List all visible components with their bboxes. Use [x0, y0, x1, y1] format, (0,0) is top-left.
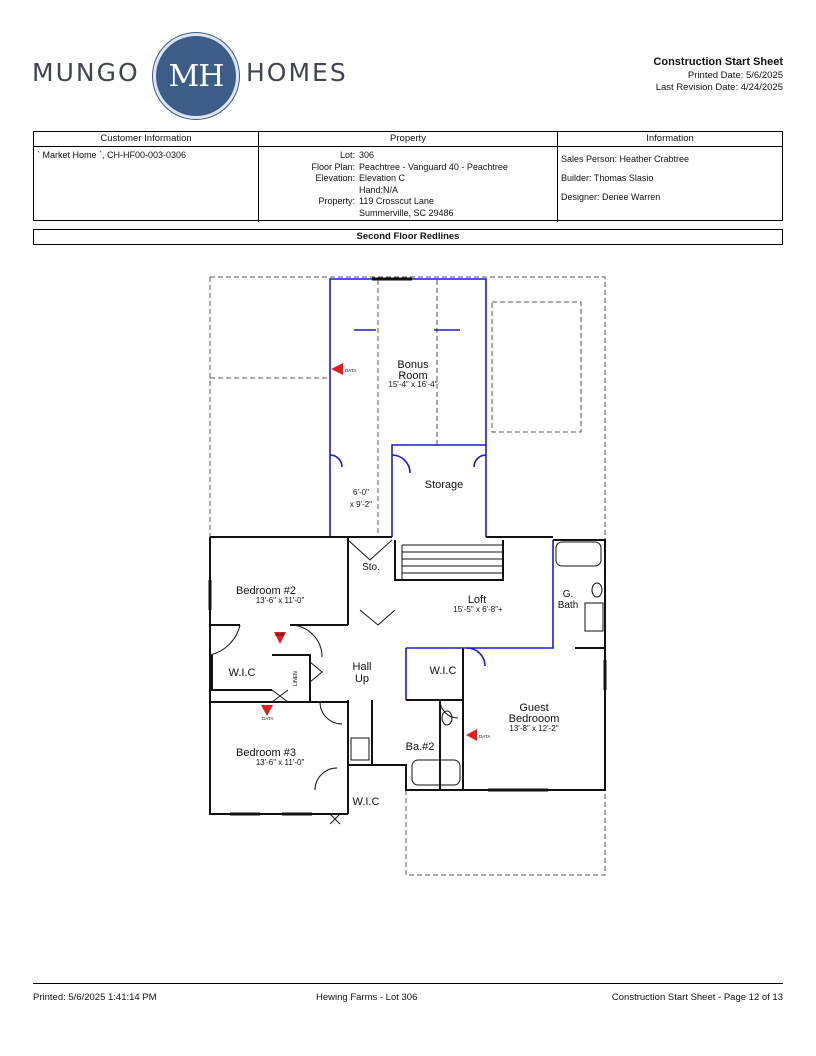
- bathtub-icon: [412, 760, 460, 785]
- data-marker-icon: [261, 705, 273, 716]
- g-bath-label: G.: [562, 589, 574, 600]
- alcove-dim: x 9'-2": [349, 500, 373, 509]
- property-header: Property: [259, 132, 558, 147]
- property-row: Property: 119 Crosscut Lane: [318, 196, 434, 206]
- marker-label: DATA: [262, 716, 274, 721]
- guest-bedroom-label: Guest: [519, 702, 549, 714]
- footer-page: Construction Start Sheet - Page 12 of 13: [611, 992, 783, 1003]
- bath2-label: Ba.#2: [405, 741, 435, 753]
- porch-outline: [406, 790, 605, 875]
- alcove-dim: 6'-0": [353, 488, 369, 497]
- stairs-box: [395, 540, 503, 580]
- sto-door: [360, 610, 395, 625]
- data-marker-icon: [331, 363, 343, 375]
- linen-door: [310, 662, 322, 682]
- bedroom2-label: Bedroom #2: [236, 585, 296, 597]
- data-marker-icon: [466, 729, 477, 741]
- door-swing: [320, 702, 342, 724]
- bonus-room-walls: [330, 279, 486, 537]
- wic-bottom-label: W.I.C: [352, 796, 380, 808]
- wic-left-label: W.I.C: [228, 667, 256, 679]
- brand-monogram: MH: [168, 58, 224, 94]
- sales-person: Sales Person: Heather Crabtree: [561, 154, 690, 164]
- bedroom3-label: Bedroom #3: [236, 747, 296, 759]
- footer-divider: [33, 983, 783, 984]
- section-title: Second Floor Redlines: [33, 229, 783, 245]
- door-swing: [315, 768, 337, 790]
- property-row: Summerville, SC 29486: [359, 207, 454, 218]
- footer-project: Hewing Farms - Lot 306: [316, 992, 418, 1003]
- g-bath-label: Bath: [557, 600, 579, 611]
- hatch-icon: [272, 690, 288, 702]
- loft-label: Loft: [467, 594, 487, 606]
- property-row: Lot: 306: [339, 150, 375, 160]
- storage-label: Storage: [424, 479, 464, 491]
- marker-label: SUB: [275, 632, 285, 637]
- bonus-room-label: Room: [398, 370, 428, 382]
- door-swing: [330, 455, 342, 467]
- bedroom3-dim: 13'-6" x 11'-0": [255, 758, 305, 767]
- skylight-outline: [492, 302, 581, 432]
- linen-label: LINEN: [293, 671, 299, 686]
- designer: Designer: Denee Warren: [561, 192, 661, 202]
- footer-printed: Printed: 5/6/2025 1:41:14 PM: [33, 992, 157, 1003]
- bathtub-icon: [556, 542, 601, 566]
- brand-name-left: MUNGO: [32, 58, 140, 87]
- information-header: Information: [558, 132, 782, 147]
- property-row: Elevation: Elevation C: [315, 173, 406, 183]
- sto-label: Sto.: [362, 562, 380, 573]
- hatch-icon: [330, 814, 340, 824]
- door-swing: [210, 625, 322, 657]
- toilet-icon: [592, 583, 602, 597]
- hall-label: Up: [354, 673, 370, 685]
- marker-label: DATA: [345, 368, 357, 373]
- door-swing: [392, 455, 410, 473]
- sheet-title: Construction Start Sheet: [653, 56, 783, 68]
- stair-treads: [402, 545, 503, 573]
- sink-icon: [585, 603, 603, 631]
- property-row: Floor Plan: Peachtree - Vanguard 40 - Peachtree: [311, 161, 508, 172]
- linen-closet: [272, 655, 310, 702]
- customer-info-header: Customer Information: [34, 132, 259, 147]
- wic-right-label: W.I.C: [429, 665, 457, 677]
- printed-date: Printed Date: 5/6/2025: [687, 70, 783, 81]
- roof-outline: [210, 277, 605, 540]
- door-swing: [474, 455, 486, 467]
- door-swing: [467, 648, 485, 666]
- builder: Builder: Thomas Slasio: [561, 173, 654, 183]
- marker-label: DATA: [479, 734, 491, 739]
- hall-label: Hall: [352, 661, 372, 673]
- second-floor-outline: [210, 537, 605, 814]
- customer-info: ` Market Home `, CH-HF00-003-0306: [34, 147, 259, 222]
- guest-bedroom-dim: 13'-8" x 12'-2": [509, 724, 559, 733]
- guest-bedroom-label: Bedrooom: [508, 713, 560, 725]
- storage-walls: [392, 445, 486, 537]
- bedroom2-dim: 13'-6" x 11'-0": [255, 596, 305, 605]
- loft-dim: 15'-5" x 6'-8"+: [453, 605, 503, 614]
- brand-name-right: HOMES: [246, 58, 348, 87]
- sto-door: [348, 540, 392, 560]
- g-bath-walls: [553, 540, 605, 648]
- bonus-room-label: Bonus: [397, 359, 429, 371]
- sink-icon: [351, 738, 369, 760]
- property-row: Hand:N/A: [359, 184, 399, 195]
- bonus-room-dim: 15'-4" x 16'-4": [388, 380, 438, 389]
- last-revision-date: Last Revision Date: 4/24/2025: [655, 82, 783, 93]
- toilet-icon: [442, 711, 452, 725]
